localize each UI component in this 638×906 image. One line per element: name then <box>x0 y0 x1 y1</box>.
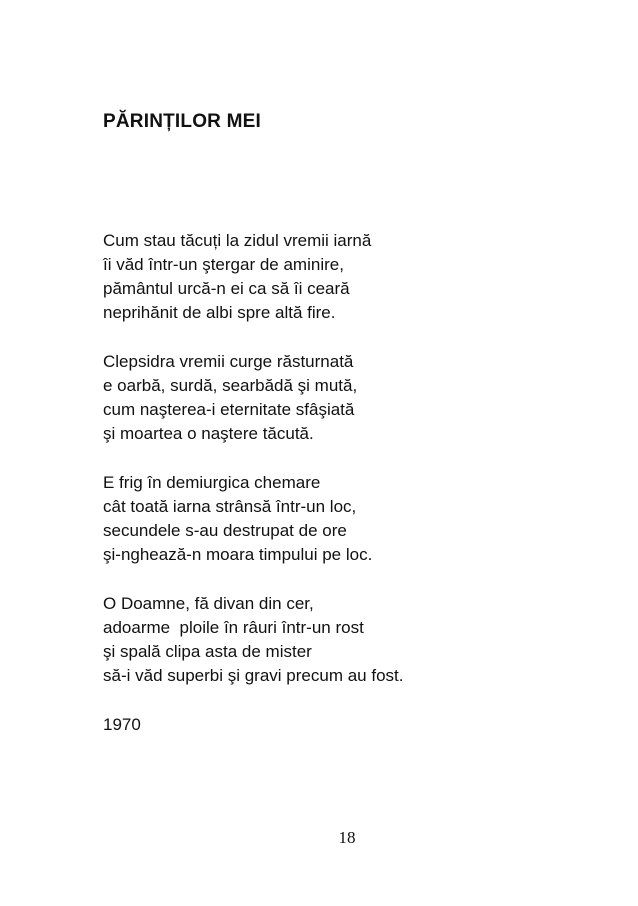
poem-line: şi moartea o naştere tăcută. <box>103 424 314 443</box>
poem-line: îi văd într-un ştergar de aminire, <box>103 255 344 274</box>
poem-title: PĂRINȚILOR MEI <box>103 111 261 132</box>
poem-line: cât toată iarna strânsă într-un loc, <box>103 497 357 516</box>
poem-line: secundele s-au destrupat de ore <box>103 521 347 540</box>
stanza-2 <box>103 350 603 446</box>
poem-line: E frig în demiurgica chemare <box>103 473 321 492</box>
poem-line: e oarbă, surdă, searbădă şi mută, <box>103 376 358 395</box>
poem-line: neprihănit de albi spre altă fire. <box>103 303 336 322</box>
poem-line: pământul urcă-n ei ca să îi ceară <box>103 279 350 298</box>
poem-body <box>103 229 603 737</box>
poem-line: cum naşterea-i eternitate sfâşiată <box>103 400 355 419</box>
poem-line: adoarme ploile în râuri într-un rost <box>103 618 364 637</box>
poem-line: şi-nghează-n moara timpului pe loc. <box>103 545 373 564</box>
poem-line: şi spală clipa asta de mister <box>103 642 312 661</box>
poem-line: Cum stau tăcuți la zidul vremii iarnă <box>103 231 372 250</box>
poem-line: O Doamne, fă divan din cer, <box>103 594 314 613</box>
poem-line: să-i văd superbi şi gravi precum au fost. <box>103 666 404 685</box>
poem-line: Clepsidra vremii curge răsturnată <box>103 352 354 371</box>
stanza-1 <box>103 229 603 325</box>
stanza-4 <box>103 592 603 688</box>
page-number: 18 <box>338 828 356 847</box>
stanza-3 <box>103 471 603 567</box>
poem-year: 1970 <box>103 715 141 734</box>
